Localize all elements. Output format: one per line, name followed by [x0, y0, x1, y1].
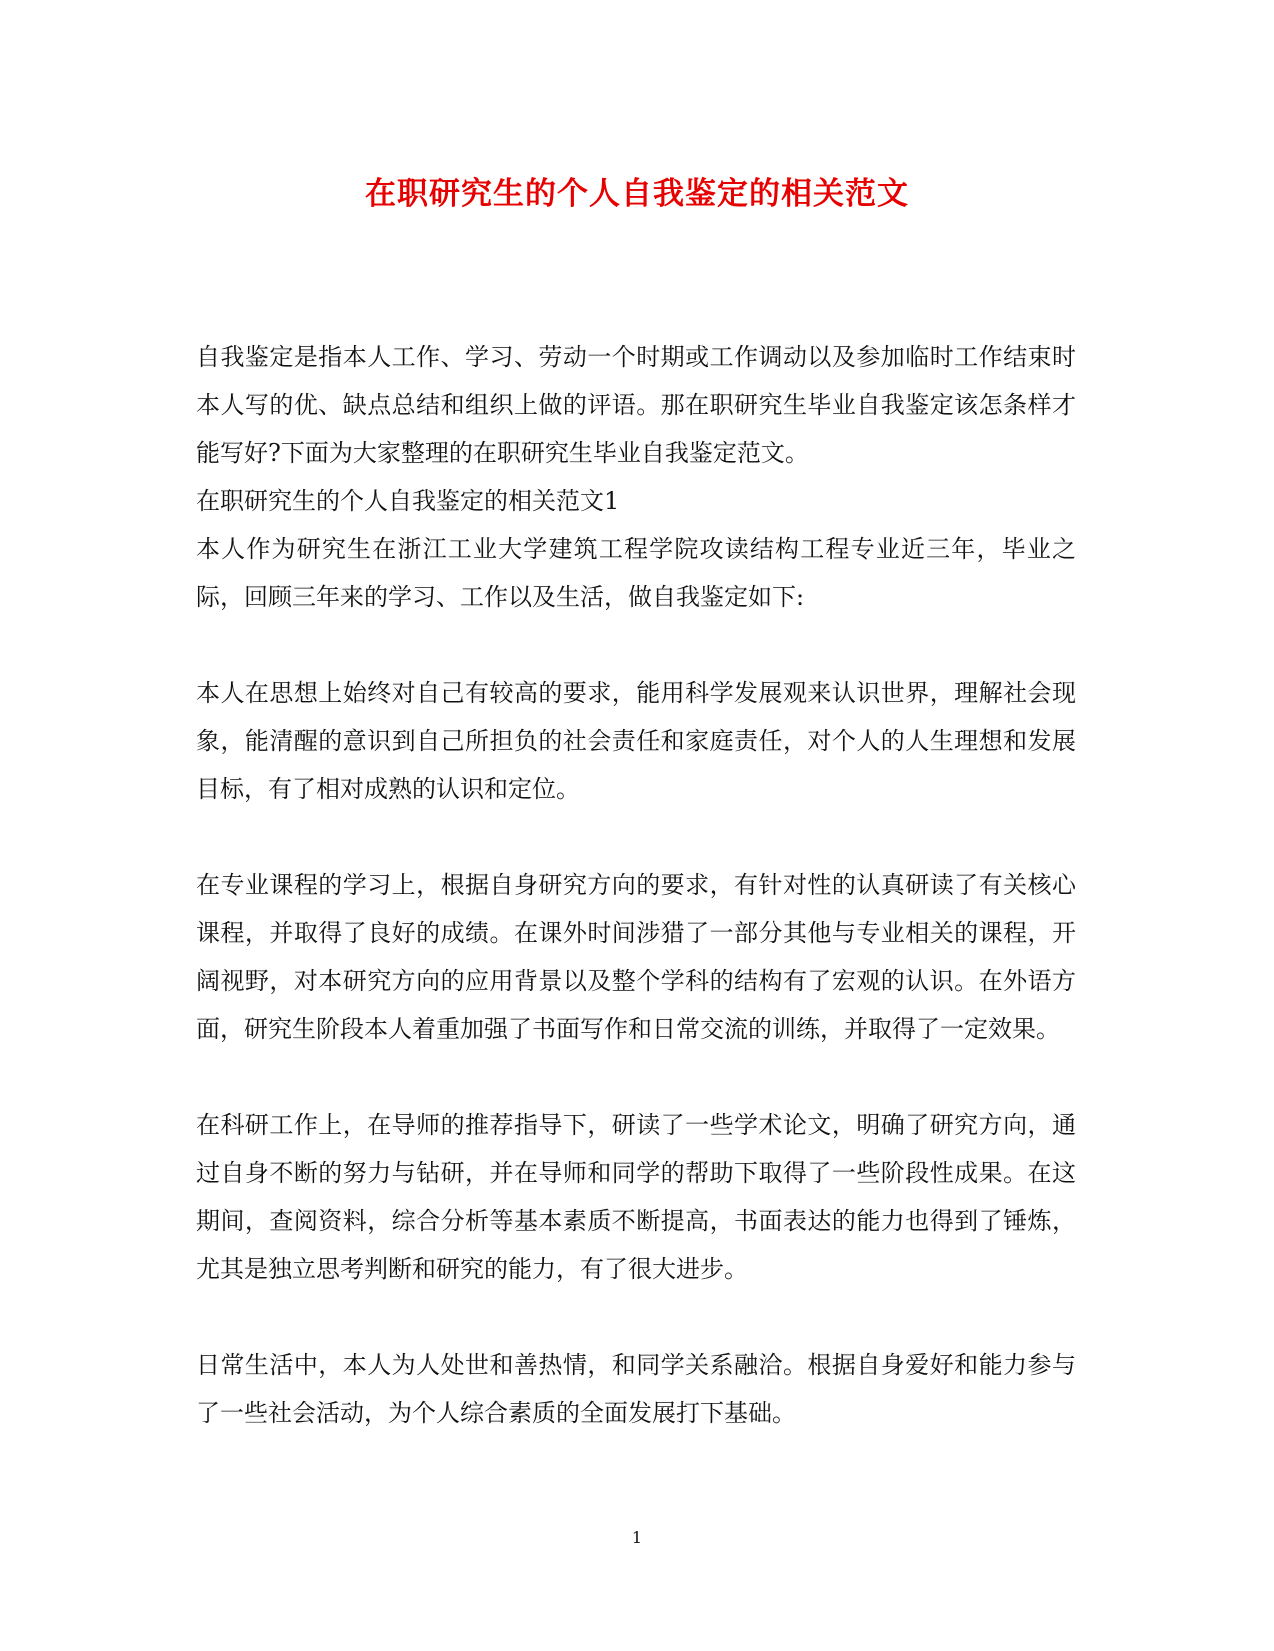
document-body: [196, 333, 1076, 1437]
page-number: 1: [631, 1528, 643, 1547]
section-heading: 在职研究生的个人自我鉴定的相关范文1: [196, 487, 620, 515]
paragraph-intro: 自我鉴定是指本人工作、学习、劳动一个时期或工作调动以及参加临时工作结束时本人写的优、缺点总结和组织上做的评语。那在职研究生毕业自我鉴定该怎条样才能写好?下面为大家整理的在职研究生毕业自我鉴定范文。: [196, 343, 1076, 467]
paragraph-thought: 本人在思想上始终对自己有较高的要求，能用科学发展观来认识世界，理解社会现象，能清醒的意识到自己所担负的社会责任和家庭责任，对个人的人生理想和发展目标，有了相对成熟的认识和定位。: [196, 679, 1076, 803]
paragraph-spacer: [196, 621, 1076, 669]
paragraph-spacer: [196, 1293, 1076, 1341]
document-title: 在职研究生的个人自我鉴定的相关范文: [365, 176, 909, 212]
paragraph-spacer: [196, 1053, 1076, 1101]
paragraph-spacer: [196, 813, 1076, 861]
paragraph-research: 在科研工作上，在导师的推荐指导下，研读了一些学术论文，明确了研究方向，通过自身不断的努力与钻研，并在导师和同学的帮助下取得了一些阶段性成果。在这期间，查阅资料，综合分析等基本素质不断提高，书面表达的能力也得到了锤炼，尤其是独立思考判断和研究的能力，有了很大进步。: [196, 1111, 1076, 1283]
paragraph-study: 在专业课程的学习上，根据自身研究方向的要求，有针对性的认真研读了有关核心课程，并取得了良好的成绩。在课外时间涉猎了一部分其他与专业相关的课程，开阔视野，对本研究方向的应用背景以及整个学科的结构有了宏观的认识。在外语方面，研究生阶段本人着重加强了书面写作和日常交流的训练，并取得了一定效果。: [196, 871, 1076, 1043]
paragraph-opening: 本人作为研究生在浙江工业大学建筑工程学院攻读结构工程专业近三年，毕业之际，回顾三年来的学习、工作以及生活，做自我鉴定如下:: [196, 535, 1076, 611]
paragraph-life: 日常生活中，本人为人处世和善热情，和同学关系融洽。根据自身爱好和能力参与了一些社会活动，为个人综合素质的全面发展打下基础。: [196, 1351, 1076, 1427]
